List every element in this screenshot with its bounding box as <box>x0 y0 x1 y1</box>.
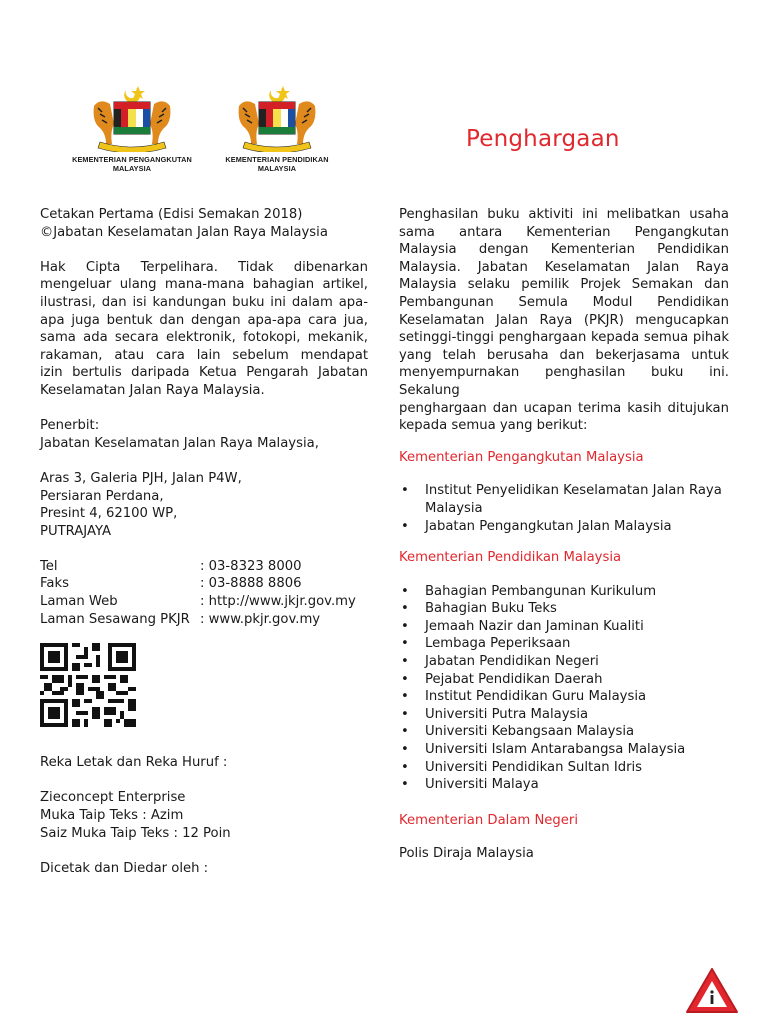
list-item: • Jemaah Nazir dan Jaminan Kualiti <box>399 618 729 636</box>
list-item: • Universiti Kebangsaan Malaysia <box>399 723 729 741</box>
logo-caption-line: MALAYSIA <box>257 164 297 173</box>
publisher-name: Jabatan Keselamatan Jalan Raya Malaysia, <box>40 435 319 451</box>
copyright-line: rakaman, atau cara lain sebelum mendapat <box>40 347 368 363</box>
copyright-line: izin bertulis daripada Ketua Pengarah Jabatan <box>40 365 368 381</box>
typography-block <box>40 789 368 842</box>
list-item-text: Malaysia <box>425 500 483 516</box>
right-column <box>399 206 729 863</box>
logo-caption <box>58 155 206 173</box>
layout-heading: Reka Letak dan Reka Huruf : <box>40 755 228 771</box>
qr-code <box>40 642 136 728</box>
list-item: • Institut Pendidikan Guru Malaysia <box>399 688 729 706</box>
list-item-text: • Jabatan Pengangkutan Jalan Malaysia <box>425 518 672 534</box>
typeface-line: Muka Taip Teks : Azim <box>40 808 184 824</box>
logo-caption-line: MALAYSIA <box>112 164 152 173</box>
contact-row <box>40 611 368 629</box>
intro-line: Penghasilan buku aktiviti ini melibatkan usaha <box>399 207 729 222</box>
section-heading-dalam-negeri: Kementerian Dalam Negeri <box>399 812 578 828</box>
address-line: Persiaran Perdana, <box>40 488 164 504</box>
copyright-line: Hak Cipta Terpelihara. Tidak dibenarkan <box>40 259 368 275</box>
intro-line: Malaysia dengan Kementerian Pendidikan <box>399 242 729 258</box>
address-line: Aras 3, Galeria PJH, Jalan P4W, <box>40 470 242 486</box>
typesize-line: Saiz Muka Taip Teks : 12 Poin <box>40 825 231 841</box>
list-pengangkutan <box>399 482 729 535</box>
contact-row <box>40 575 368 593</box>
list-item: • Bahagian Buku Teks <box>399 600 729 618</box>
contact-row <box>40 593 368 611</box>
list-item: • Universiti Pendidikan Sultan Idris <box>399 759 729 777</box>
publisher-label: Penerbit: <box>40 418 100 434</box>
list-item <box>399 482 729 517</box>
list-item: • Universiti Putra Malaysia <box>399 706 729 724</box>
intro-line: kepada semua yang berikut: <box>399 418 588 434</box>
edition-line: Cetakan Pertama (Edisi Semakan 2018) <box>40 207 303 222</box>
logo-kementerian-pendidikan <box>212 84 342 173</box>
contact-value: : 03-8888 8806 <box>200 576 302 592</box>
contact-list <box>40 558 368 628</box>
copyright-line: mengeluar ulang mana-mana bahagian artikel, <box>40 277 368 293</box>
intro-line: Pembangunan Semula Modul Pendidikan <box>399 294 729 310</box>
coat-of-arms-icon <box>231 84 323 152</box>
contact-label: Laman Web <box>40 594 118 610</box>
logo-kementerian-pengangkutan <box>58 84 206 173</box>
address-block <box>40 470 368 540</box>
coat-of-arms-icon <box>86 84 178 152</box>
list-item: • Bahagian Pembangunan Kurikulum <box>399 583 729 601</box>
address-line: PUTRAJAYA <box>40 523 112 539</box>
copyright-line: sama ada secara elektronik, fotokopi, mekanik, <box>40 330 368 346</box>
intro-line: Keselamatan Jalan Raya (PKJR) mengucapkan <box>399 312 729 328</box>
intro-line: Malaysia. Jabatan Keselamatan Jalan Raya <box>399 259 729 275</box>
pkjr-website-link[interactable]: : www.pkjr.gov.my <box>200 611 321 627</box>
copyright-line: apa juga bentuk dan dengan apa-apa cara jua, <box>40 312 368 328</box>
section-heading-pendidikan: Kementerian Pendidikan Malaysia <box>399 550 622 566</box>
contact-label: Faks <box>40 576 69 592</box>
contact-row <box>40 558 368 576</box>
address-line: Presint 4, 62100 WP, <box>40 506 178 522</box>
list-item: • Universiti Malaya <box>399 776 729 794</box>
logo-caption <box>212 155 342 173</box>
contact-label: Laman Sesawang PKJR <box>40 611 190 627</box>
copyright-notice <box>40 259 368 400</box>
intro-line: menyempurnakan penghasilan buku ini. Sekalung <box>399 365 729 398</box>
warning-triangle-icon <box>684 966 740 1016</box>
website-link[interactable]: : http://www.jkjr.gov.my <box>200 594 356 610</box>
list-item: • Pejabat Pendidikan Daerah <box>399 671 729 689</box>
intro-line: yang telah berusaha dan bekerjasama untuk <box>399 347 729 363</box>
intro-line: setinggi-tinggi penghargaan kepada semua pihak <box>399 330 729 346</box>
logo-caption-line: KEMENTERIAN PENDIDIKAN <box>225 155 329 164</box>
copyright-holder-line: ©Jabatan Keselamatan Jalan Raya Malaysia <box>40 224 328 240</box>
copyright-line: Keselamatan Jalan Raya Malaysia. <box>40 382 265 398</box>
designer-name: Zieconcept Enterprise <box>40 790 186 806</box>
list-item: • Lembaga Peperiksaan <box>399 635 729 653</box>
list-item: • Universiti Islam Antarabangsa Malaysia <box>399 741 729 759</box>
intro-line: Malaysia selaku pemilik Projek Semakan dan <box>399 277 729 293</box>
logo-caption-line: KEMENTERIAN PENGANGKUTAN <box>72 155 192 164</box>
list-pendidikan <box>399 583 729 794</box>
edition-block <box>40 206 368 241</box>
contact-value: : 03-8323 8000 <box>200 558 302 574</box>
left-column <box>40 206 368 895</box>
section-heading-pengangkutan: Kementerian Pengangkutan Malaysia <box>399 449 644 465</box>
publisher-block <box>40 417 368 452</box>
contact-label: Tel <box>40 558 58 574</box>
polis-line: Polis Diraja Malaysia <box>399 846 534 862</box>
intro-paragraph <box>399 206 729 435</box>
printed-by-line: Dicetak dan Diedar oleh : <box>40 860 209 876</box>
list-item <box>399 518 729 536</box>
copyright-line: ilustrasi, dan isi kandungan buku ini dalam apa- <box>40 294 368 310</box>
intro-line: sama antara Kementerian Pengangkutan <box>399 224 729 240</box>
intro-line: penghargaan dan ucapan terima kasih ditujukan <box>399 400 729 416</box>
list-item: • Jabatan Pendidikan Negeri <box>399 653 729 671</box>
list-item-text: • Institut Penyelidikan Keselamatan Jalan Raya <box>425 483 722 499</box>
page-title: Penghargaan <box>466 126 620 152</box>
